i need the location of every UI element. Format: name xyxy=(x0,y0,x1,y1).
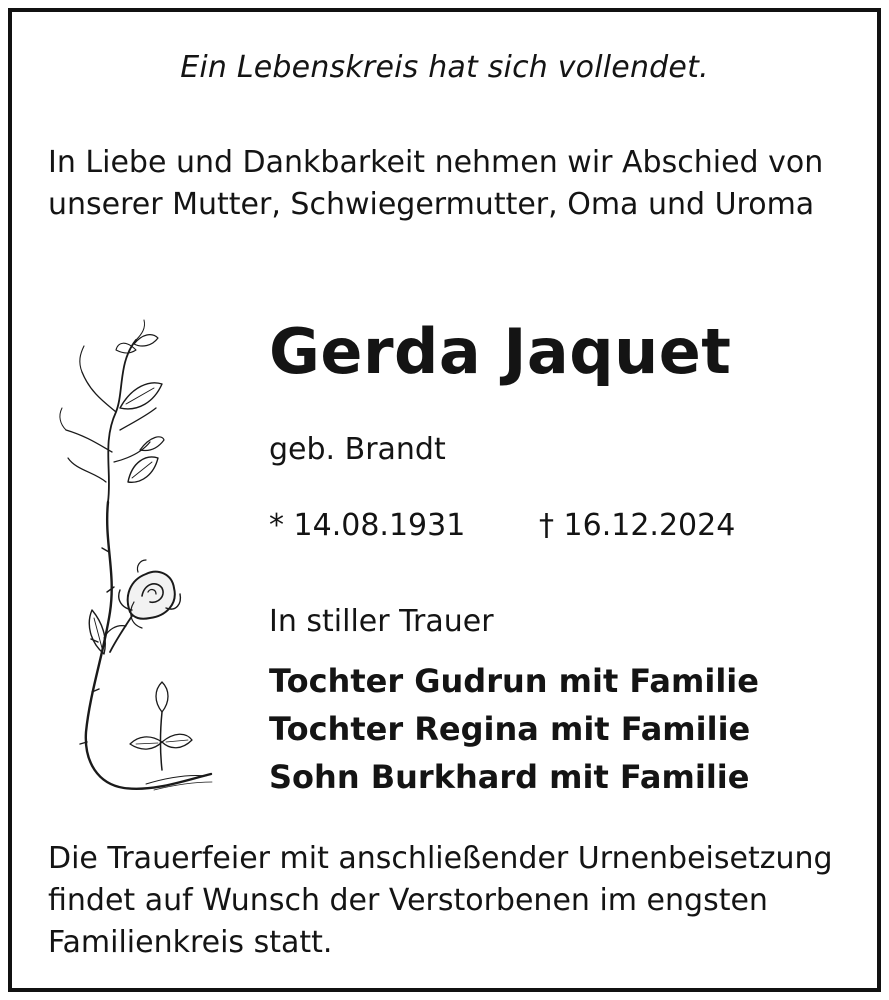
intro-text: In Liebe und Dankbarkeit nehmen wir Abschied von unserer Mutter, Schwiegermutter, Oma und Uroma xyxy=(48,145,824,222)
death-date: † 16.12.2024 xyxy=(539,508,736,543)
rose-illustration-icon xyxy=(46,312,216,802)
birth-name: geb. Brandt xyxy=(269,432,446,467)
mourning-label: In stiller Trauer xyxy=(269,604,494,639)
obituary-notice xyxy=(8,8,881,992)
mourners-list xyxy=(269,657,759,801)
life-dates xyxy=(269,508,735,544)
birth-date: * 14.08.1931 xyxy=(269,508,466,543)
closing-text: Die Trauerfeier mit anschließender Urnenbeisetzung findet auf Wunsch der Verstorbenen im engsten Familienkreis statt. xyxy=(48,841,833,960)
mourner: Tochter Regina mit Familie xyxy=(269,710,751,748)
mourner: Tochter Gudrun mit Familie xyxy=(269,662,759,700)
mourner: Sohn Burkhard mit Familie xyxy=(269,758,750,796)
motto: Ein Lebenskreis hat sich vollendet. xyxy=(180,50,709,85)
deceased-name: Gerda Jaquet xyxy=(269,315,732,388)
